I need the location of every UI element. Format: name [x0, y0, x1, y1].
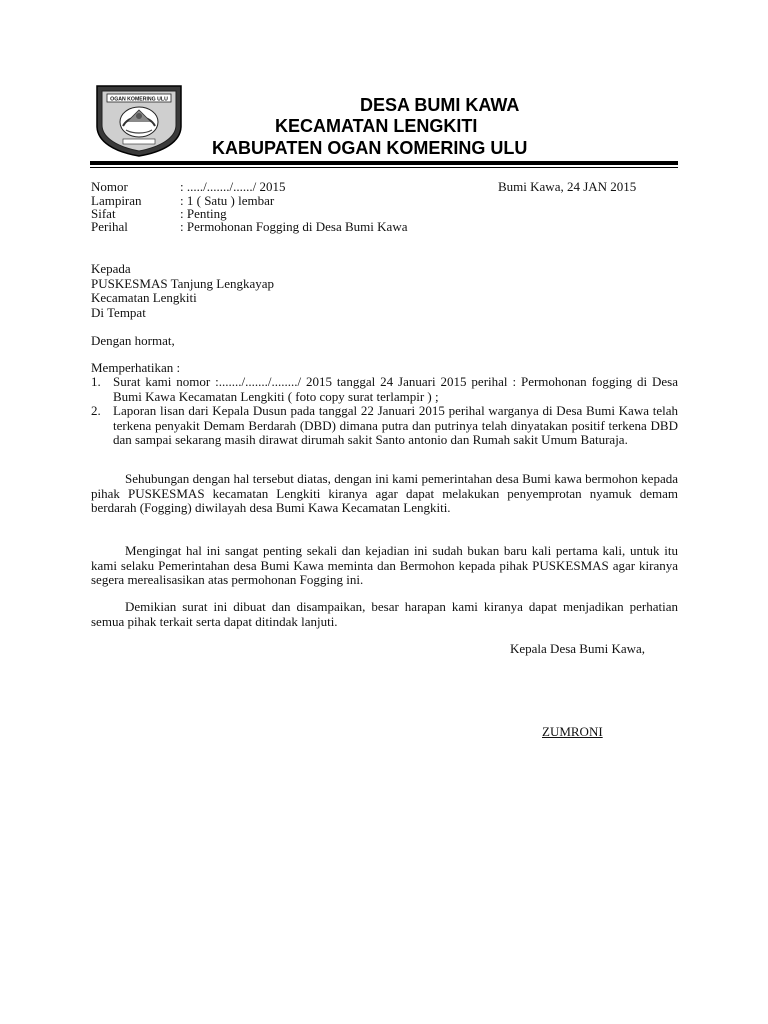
list-item-number: 2.	[91, 403, 101, 418]
list-item-text: Laporan lisan dari Kepala Dusun pada tanggal 22 Januari 2015 perihal warganya di Desa Bumi Kawa telah terkena penyakit Demam Berdarah (DBD) dimana putra dan putrinya telah dinyatakan positif terkena DBD dan sampai sekarang masih dirawat dirumah sakit Santo antonio dan Rumah sakit Umum Baturaja.	[113, 403, 678, 448]
recipient-kepada: Kepada	[91, 261, 131, 276]
sifat-label: Sifat	[91, 206, 116, 221]
letterhead-regency: KABUPATEN OGAN KOMERING ULU	[212, 138, 528, 158]
signature-title: Kepala Desa Bumi Kawa,	[510, 641, 646, 656]
lampiran-value: : 1 ( Satu ) lembar	[180, 193, 275, 208]
letterhead-village: DESA BUMI KAWA	[360, 95, 520, 115]
recipient-name: PUSKESMAS Tanjung Lengkayap	[91, 276, 275, 291]
salutation: Dengan hormat,	[91, 333, 175, 348]
logo-banner-text: OGAN KOMERING ULU	[110, 96, 168, 103]
perihal-value: : Permohonan Fogging di Desa Bumi Kawa	[180, 219, 408, 234]
considering-heading: Memperhatikan :	[91, 360, 181, 375]
nomor-label: Nomor	[91, 179, 128, 194]
place-date: Bumi Kawa, 24 JAN 2015	[498, 179, 637, 194]
perihal-label: Perihal	[91, 219, 128, 234]
signature-name: ZUMRONI	[542, 724, 603, 739]
recipient-district: Kecamatan Lengkiti	[91, 290, 197, 305]
letterhead-district: KECAMATAN LENGKITI	[275, 116, 478, 136]
letterhead-divider-thick	[90, 161, 678, 165]
body-paragraph-request: Sehubungan dengan hal tersebut diatas, dengan ini kami pemerintahan desa Bumi kawa bermohon kepada pihak PUSKESMAS kecamatan Lengkiti kiranya agar dapat melakukan penyemprotan nyamuk demam berdarah (Fogging) diwilayah desa Bumi Kawa Kecamatan Lengkiti.	[91, 471, 678, 516]
body-paragraph-closing: Demikian surat ini dibuat dan disampaikan, besar harapan kami kiranya dapat menjadikan perhatian semua pihak terkait serta dapat ditindak lanjuti.	[91, 599, 678, 629]
list-item-number: 1.	[91, 374, 101, 389]
body-paragraph-urgency: Mengingat hal ini sangat penting sekali dan kejadian ini sudah bukan baru kali pertama kali, untuk itu kami selaku Pemerintahan desa Bumi Kawa meminta dan Bermohon kepada pihak PUSKESMAS agar kiranya segera merealisasikan atas permohonan Fogging ini.	[91, 543, 678, 588]
regency-crest-icon	[93, 82, 185, 158]
nomor-value: : ...../......./....../ 2015	[180, 179, 286, 194]
letterhead-divider-thin	[90, 167, 678, 168]
sifat-value: : Penting	[180, 206, 227, 221]
lampiran-label: Lampiran	[91, 193, 142, 208]
recipient-location: Di Tempat	[91, 305, 146, 320]
list-item-text: Surat kami nomor :......./......./......../ 2015 tanggal 24 Januari 2015 perihal : Permohonan fogging di Desa Bumi Kawa Kecamatan Lengkiti ( foto copy surat terlampir ) ;	[113, 374, 678, 404]
